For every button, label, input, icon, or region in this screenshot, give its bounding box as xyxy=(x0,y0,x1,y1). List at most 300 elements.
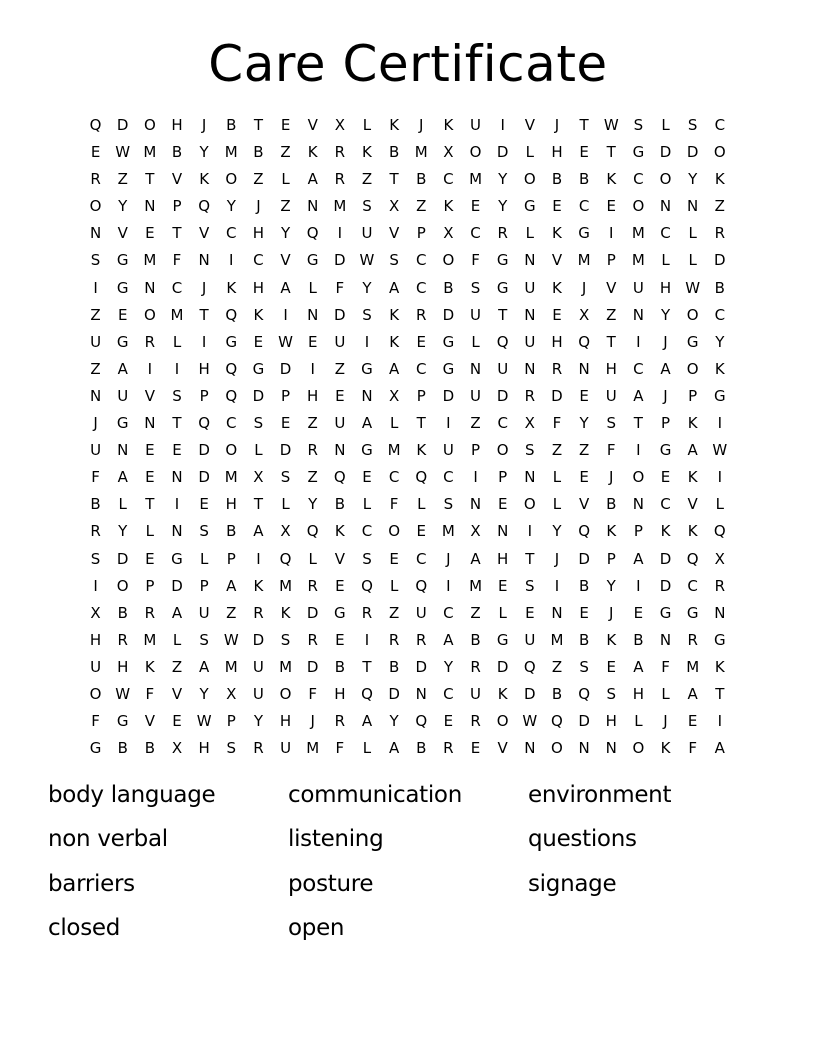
grid-cell: Q xyxy=(198,197,211,216)
grid-cell: C xyxy=(633,359,644,378)
grid-cell: K xyxy=(443,116,454,134)
grid-cell: S xyxy=(687,116,698,134)
grid-cell: P xyxy=(145,576,155,595)
grid-cell: J xyxy=(256,197,261,216)
grid-cell: G xyxy=(361,441,373,460)
grid-cell: M xyxy=(224,657,238,676)
grid-cell: A xyxy=(470,549,481,568)
grid-cell: V xyxy=(388,224,400,243)
grid-cell: Z xyxy=(606,305,617,324)
grid-cell: K xyxy=(606,170,617,189)
grid-cell: O xyxy=(523,170,536,189)
grid-cell: M xyxy=(469,170,483,189)
grid-cell: N xyxy=(632,305,644,324)
grid-cell: N xyxy=(524,251,536,270)
grid-cell: H xyxy=(605,712,617,731)
grid-cell: T xyxy=(172,224,182,243)
grid-cell: G xyxy=(89,739,102,758)
grid-cell: E xyxy=(280,116,291,134)
grid-cell: C xyxy=(416,549,427,568)
grid-cell: N xyxy=(524,305,536,324)
grid-cell: L xyxy=(281,495,290,514)
grid-cell: Q xyxy=(306,522,319,541)
grid-cell: V xyxy=(117,224,128,243)
grid-cell: U xyxy=(280,739,292,758)
grid-cell: C xyxy=(470,224,481,243)
grid-cell: Z xyxy=(551,657,563,676)
grid-cell: L xyxy=(634,712,643,731)
grid-cell: X xyxy=(280,522,291,541)
grid-cell: M xyxy=(333,197,347,216)
grid-cell: R xyxy=(388,630,400,649)
grid-cell: K xyxy=(389,305,400,324)
word-list-item: listening xyxy=(288,826,384,853)
grid-cell: Z xyxy=(226,603,237,622)
grid-cell: A xyxy=(687,684,698,703)
grid-cell: P xyxy=(226,712,236,731)
grid-cell: K xyxy=(280,603,291,622)
grid-cell: D xyxy=(198,468,210,487)
grid-cell: I xyxy=(93,576,98,595)
grid-cell: V xyxy=(687,495,698,514)
word-list-item: environment xyxy=(528,782,672,808)
grid-cell: M xyxy=(279,657,293,676)
grid-cell: G xyxy=(578,224,590,243)
grid-cell: Y xyxy=(362,278,372,297)
grid-cell: C xyxy=(226,224,237,243)
grid-cell: R xyxy=(307,576,318,595)
grid-cell: V xyxy=(578,495,590,514)
grid-cell: P xyxy=(661,414,671,433)
grid-cell: B xyxy=(388,143,400,162)
grid-cell: N xyxy=(714,603,726,622)
grid-cell: B xyxy=(470,630,481,649)
grid-cell: G xyxy=(116,414,129,433)
grid-cell: C xyxy=(226,414,237,433)
grid-cell: Y xyxy=(253,712,263,731)
grid-cell: O xyxy=(632,197,645,216)
grid-cell: J xyxy=(581,278,587,297)
grid-cell: L xyxy=(552,468,562,487)
grid-cell: E xyxy=(416,522,426,541)
grid-cell: L xyxy=(145,522,155,541)
grid-cell: X xyxy=(714,549,725,568)
grid-cell: B xyxy=(388,657,400,676)
grid-cell: Z xyxy=(470,414,481,433)
grid-cell: B xyxy=(606,495,617,514)
grid-cell: G xyxy=(116,278,129,297)
grid-cell: R xyxy=(497,224,508,243)
grid-cell: Y xyxy=(280,224,291,243)
grid-cell: A xyxy=(687,441,698,460)
grid-cell: S xyxy=(90,549,101,568)
grid-cell: Y xyxy=(660,305,671,324)
grid-cell: G xyxy=(252,359,265,378)
grid-cell: G xyxy=(306,251,319,270)
grid-cell: R xyxy=(714,576,726,595)
grid-cell: M xyxy=(469,576,483,595)
grid-cell: N xyxy=(171,468,183,487)
grid-cell: G xyxy=(659,441,672,460)
grid-cell: U xyxy=(524,332,536,351)
grid-cell: F xyxy=(91,468,100,487)
grid-cell: A xyxy=(253,522,264,541)
grid-cell: H xyxy=(279,712,292,731)
grid-cell: F xyxy=(91,712,100,731)
grid-cell: S xyxy=(199,522,209,541)
grid-cell: N xyxy=(144,414,156,433)
grid-cell: R xyxy=(470,657,481,676)
grid-cell: C xyxy=(416,251,427,270)
grid-cell: C xyxy=(416,278,427,297)
grid-cell: J xyxy=(609,468,614,487)
grid-cell: M xyxy=(441,522,455,541)
grid-cell: N xyxy=(578,739,590,758)
grid-cell: R xyxy=(416,630,427,649)
grid-cell: E xyxy=(470,197,481,216)
grid-cell: B xyxy=(416,170,427,189)
grid-cell: M xyxy=(224,143,238,162)
grid-cell: Z xyxy=(416,197,427,216)
grid-cell: O xyxy=(686,305,699,324)
grid-cell: F xyxy=(172,251,182,270)
grid-cell: P xyxy=(172,197,182,216)
grid-cell: H xyxy=(225,495,237,514)
grid-cell: K xyxy=(144,657,155,676)
grid-cell: H xyxy=(198,739,210,758)
grid-cell: E xyxy=(579,468,589,487)
grid-cell: U xyxy=(252,657,264,676)
grid-cell: L xyxy=(688,224,697,243)
grid-cell: G xyxy=(496,278,509,297)
grid-cell: B xyxy=(117,739,128,758)
grid-cell: K xyxy=(714,657,725,676)
grid-cell: Q xyxy=(225,305,238,324)
grid-cell: R xyxy=(470,712,481,731)
grid-cell: X xyxy=(90,603,101,622)
grid-cell: B xyxy=(144,739,155,758)
grid-cell: G xyxy=(361,359,373,378)
grid-cell: X xyxy=(443,143,454,162)
grid-cell: E xyxy=(280,414,291,433)
grid-cell: I xyxy=(609,224,614,243)
grid-cell: C xyxy=(171,278,183,297)
grid-cell: P xyxy=(416,386,426,405)
grid-cell: Q xyxy=(686,549,699,568)
grid-cell: D xyxy=(524,684,536,703)
grid-cell: D xyxy=(306,657,319,676)
grid-cell: C xyxy=(443,170,454,189)
grid-cell: R xyxy=(416,305,427,324)
grid-cell: S xyxy=(389,251,399,270)
grid-cell: L xyxy=(417,495,426,514)
grid-cell: F xyxy=(389,495,399,514)
grid-cell: M xyxy=(631,251,645,270)
grid-cell: K xyxy=(226,278,237,297)
grid-cell: I xyxy=(717,414,723,433)
grid-cell: J xyxy=(663,332,668,351)
grid-cell: X xyxy=(388,197,400,216)
grid-cell: U xyxy=(198,603,210,622)
grid-cell: K xyxy=(714,359,725,378)
grid-cell: Z xyxy=(90,359,101,378)
grid-cell: T xyxy=(199,305,209,324)
grid-cell: I xyxy=(174,495,180,514)
grid-cell: K xyxy=(389,116,400,134)
grid-cell: N xyxy=(89,386,102,405)
grid-cell: K xyxy=(606,630,617,649)
grid-cell: V xyxy=(307,116,318,134)
grid-cell: T xyxy=(145,170,155,189)
grid-cell: T xyxy=(253,116,263,134)
grid-cell: O xyxy=(632,739,645,758)
grid-cell: T xyxy=(498,305,508,324)
grid-cell: Y xyxy=(498,197,508,216)
grid-cell: G xyxy=(496,251,509,270)
grid-cell: O xyxy=(89,197,102,216)
grid-cell: O xyxy=(659,170,672,189)
grid-cell: U xyxy=(90,441,102,460)
grid-cell: C xyxy=(253,251,264,270)
grid-cell: B xyxy=(334,657,345,676)
grid-cell: R xyxy=(361,603,373,622)
grid-cell: Y xyxy=(606,576,616,595)
grid-cell: J xyxy=(554,116,560,134)
grid-cell: E xyxy=(335,386,345,405)
grid-cell: G xyxy=(524,197,536,216)
grid-cell: L xyxy=(525,143,534,162)
grid-cell: D xyxy=(252,630,265,649)
grid-cell: L xyxy=(172,332,182,351)
grid-cell: D xyxy=(279,359,292,378)
grid-cell: H xyxy=(659,278,672,297)
grid-cell: B xyxy=(171,143,183,162)
grid-cell: F xyxy=(661,657,670,676)
grid-cell: P xyxy=(688,386,698,405)
grid-cell: D xyxy=(116,116,129,134)
grid-cell: D xyxy=(551,386,563,405)
grid-cell: R xyxy=(90,522,101,541)
grid-cell: R xyxy=(443,739,454,758)
grid-cell: D xyxy=(578,549,590,568)
grid-cell: C xyxy=(443,684,454,703)
grid-cell: A xyxy=(388,739,400,758)
grid-cell: R xyxy=(307,630,318,649)
grid-cell: W xyxy=(115,684,131,703)
grid-cell: K xyxy=(362,143,372,162)
grid-cell: S xyxy=(633,116,644,134)
grid-cell: I xyxy=(229,251,234,270)
grid-cell: B xyxy=(416,739,427,758)
grid-cell: Q xyxy=(279,549,292,568)
grid-cell: K xyxy=(416,441,427,460)
grid-cell: R xyxy=(551,359,563,378)
grid-cell: M xyxy=(306,739,320,758)
grid-cell: N xyxy=(524,739,536,758)
grid-cell: P xyxy=(199,576,209,595)
grid-cell: G xyxy=(713,630,726,649)
grid-cell: S xyxy=(172,386,182,405)
grid-cell: I xyxy=(717,712,723,731)
grid-cell: N xyxy=(605,739,617,758)
grid-cell: W xyxy=(603,116,619,134)
grid-cell: K xyxy=(253,576,264,595)
grid-cell: O xyxy=(469,143,482,162)
grid-cell: K xyxy=(552,224,562,243)
grid-cell: G xyxy=(442,332,455,351)
grid-cell: L xyxy=(688,251,697,270)
grid-cell: I xyxy=(147,359,153,378)
grid-cell: B xyxy=(117,603,128,622)
grid-cell: E xyxy=(633,603,644,622)
grid-cell: G xyxy=(334,603,346,622)
grid-cell: R xyxy=(253,603,264,622)
grid-cell: D xyxy=(252,386,265,405)
grid-cell: K xyxy=(497,684,508,703)
grid-cell: I xyxy=(636,332,641,351)
grid-cell: L xyxy=(254,441,263,460)
grid-cell: R xyxy=(334,143,346,162)
grid-cell: T xyxy=(579,116,589,134)
grid-cell: L xyxy=(308,278,317,297)
grid-cell: W xyxy=(712,441,728,460)
grid-cell: K xyxy=(389,332,400,351)
grid-cell: Y xyxy=(389,712,399,731)
grid-cell: O xyxy=(279,684,292,703)
grid-cell: G xyxy=(686,603,699,622)
grid-cell: B xyxy=(90,495,101,514)
grid-cell: N xyxy=(198,251,210,270)
grid-cell: P xyxy=(281,386,291,405)
grid-cell: N xyxy=(578,359,590,378)
grid-cell: A xyxy=(171,603,183,622)
grid-cell: U xyxy=(415,603,427,622)
grid-cell: N xyxy=(469,495,482,514)
grid-cell: Q xyxy=(578,332,590,351)
grid-cell: M xyxy=(143,251,157,270)
grid-cell: J xyxy=(446,549,451,568)
grid-cell: U xyxy=(524,278,536,297)
grid-cell: A xyxy=(443,630,454,649)
grid-cell: Z xyxy=(280,143,291,162)
grid-cell: C xyxy=(714,116,726,134)
grid-cell: W xyxy=(278,332,293,351)
grid-cell: C xyxy=(443,468,454,487)
grid-cell: S xyxy=(280,630,291,649)
grid-cell: R xyxy=(334,170,346,189)
grid-cell: O xyxy=(225,441,238,460)
grid-cell: D xyxy=(496,657,509,676)
grid-cell: N xyxy=(361,386,373,405)
grid-cell: X xyxy=(226,684,237,703)
grid-cell: Q xyxy=(551,712,563,731)
grid-cell: H xyxy=(198,359,210,378)
grid-cell: R xyxy=(524,386,536,405)
grid-cell: P xyxy=(199,386,209,405)
grid-cell: N xyxy=(415,684,427,703)
grid-cell: J xyxy=(201,278,207,297)
grid-cell: S xyxy=(606,414,616,433)
grid-cell: X xyxy=(253,468,264,487)
grid-cell: B xyxy=(443,278,454,297)
grid-cell: L xyxy=(362,116,372,134)
grid-cell: Q xyxy=(361,684,373,703)
grid-cell: C xyxy=(416,359,427,378)
grid-cell: N xyxy=(171,522,183,541)
grid-cell: D xyxy=(116,549,129,568)
grid-cell: E xyxy=(145,549,155,568)
grid-cell: J xyxy=(663,712,668,731)
grid-cell: A xyxy=(388,278,400,297)
grid-cell: K xyxy=(687,414,698,433)
grid-cell: Z xyxy=(117,170,128,189)
grid-cell: C xyxy=(714,305,726,324)
grid-cell: Q xyxy=(198,414,211,433)
grid-cell: I xyxy=(636,576,641,595)
grid-cell: Y xyxy=(199,143,209,162)
grid-cell: K xyxy=(660,522,671,541)
grid-cell: Z xyxy=(334,359,345,378)
grid-cell: K xyxy=(307,143,318,162)
grid-cell: V xyxy=(551,251,563,270)
grid-cell: N xyxy=(659,197,672,216)
grid-cell: E xyxy=(172,712,182,731)
grid-cell: N xyxy=(89,224,102,243)
grid-cell: R xyxy=(90,170,101,189)
grid-cell: Q xyxy=(523,657,536,676)
grid-cell: E xyxy=(660,468,671,487)
grid-cell: F xyxy=(606,441,616,460)
grid-cell: X xyxy=(334,116,345,134)
grid-cell: Q xyxy=(306,224,319,243)
grid-cell: I xyxy=(364,332,370,351)
grid-cell: T xyxy=(525,549,535,568)
grid-cell: E xyxy=(145,441,155,460)
grid-cell: R xyxy=(253,739,264,758)
grid-cell: U xyxy=(361,224,373,243)
grid-cell: P xyxy=(606,251,616,270)
grid-cell: N xyxy=(144,197,156,216)
word-list-item: barriers xyxy=(48,870,135,897)
grid-cell: N xyxy=(659,630,672,649)
grid-cell: O xyxy=(496,712,509,731)
grid-cell: V xyxy=(606,278,617,297)
grid-cell: S xyxy=(253,414,264,433)
grid-cell: H xyxy=(252,278,265,297)
grid-cell: K xyxy=(334,522,345,541)
grid-cell: W xyxy=(115,143,131,162)
grid-cell: T xyxy=(362,657,372,676)
grid-cell: F xyxy=(335,278,345,297)
grid-cell: L xyxy=(471,332,480,351)
grid-cell: V xyxy=(144,712,155,731)
grid-cell: C xyxy=(388,468,400,487)
grid-cell: U xyxy=(605,386,617,405)
word-list xyxy=(48,779,768,957)
grid-cell: L xyxy=(389,576,399,595)
grid-cell: E xyxy=(579,386,589,405)
grid-cell: E xyxy=(172,441,182,460)
grid-cell: E xyxy=(687,712,698,731)
grid-cell: V xyxy=(280,251,291,270)
grid-cell: L xyxy=(172,630,182,649)
grid-cell: H xyxy=(117,657,129,676)
grid-cell: E xyxy=(90,143,101,162)
grid-cell: I xyxy=(500,116,505,134)
grid-cell: M xyxy=(577,251,591,270)
grid-cell: J xyxy=(663,386,668,405)
grid-cell: V xyxy=(497,739,508,758)
